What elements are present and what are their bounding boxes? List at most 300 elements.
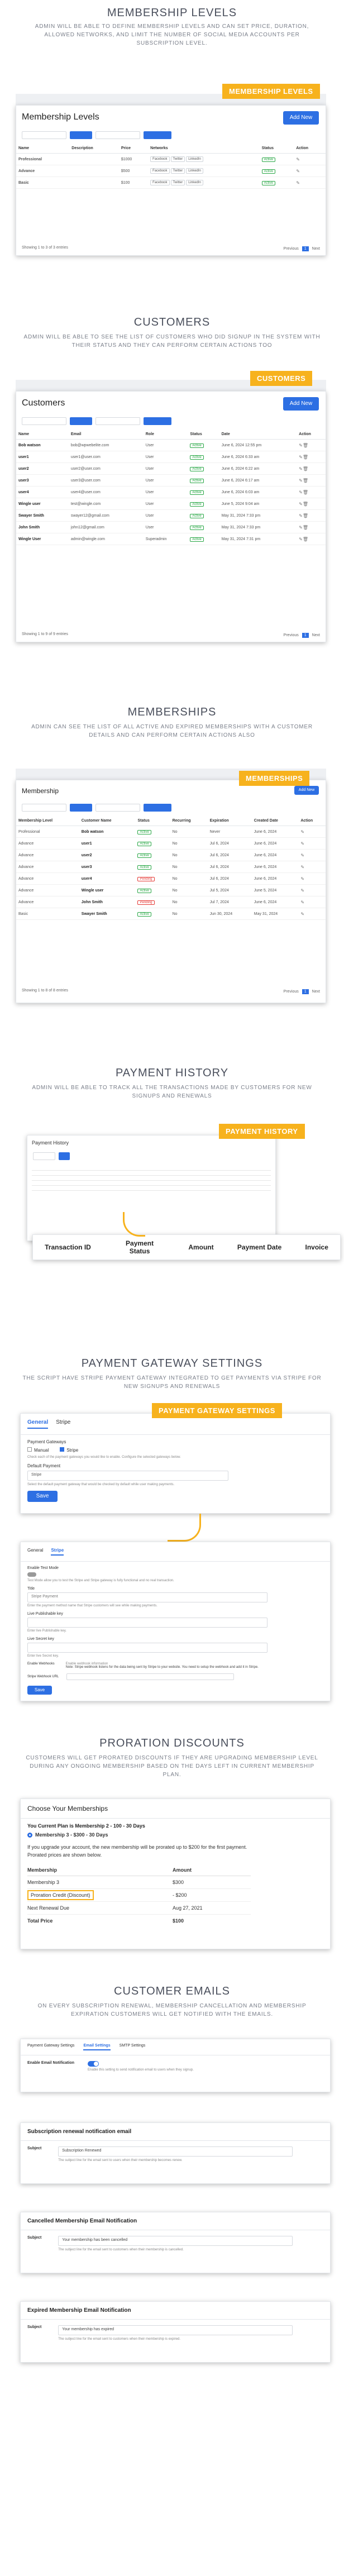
page-number[interactable]: 1 [302,246,309,251]
add-new-button[interactable]: Add New [283,111,319,125]
add-new-button[interactable]: Add New [283,397,319,411]
table-row [16,510,326,522]
payment-history-card [27,1135,276,1241]
secret-key-help: Enter live Secret key. [27,1654,59,1658]
membership-levels-card [16,105,326,256]
action-cell [297,463,326,475]
entries-info: Showing 1 to 3 of 3 entries [22,246,68,250]
col-amount: Amount [173,1867,192,1873]
membership-customer: user1 [79,838,136,850]
customer-name: Wingle User [16,533,69,545]
membership-recurring: No [170,826,208,838]
membership-level: Advance [16,873,79,885]
edit-icon[interactable]: ✎ [299,454,303,460]
status-badge: Active [190,455,203,460]
publishable-key-input[interactable] [27,1618,267,1628]
table-row [16,177,326,189]
edit-icon[interactable]: ✎ [299,442,303,448]
card-title: Payment History [32,1140,69,1146]
edit-icon[interactable]: ✎ [300,841,305,846]
plan-radio[interactable] [27,1833,32,1838]
table-row [16,838,326,850]
proration-row [27,1889,251,1902]
test-mode-label: Enable Test Mode [27,1566,59,1570]
card-title: Membership Levels [22,112,99,122]
membership-created: June 6, 2024 [252,826,299,838]
column-header: Action [297,430,326,440]
payment-rows-placeholder [27,1162,275,1199]
email-tab[interactable]: Email Settings [83,2044,110,2050]
email-tab[interactable]: Payment Gateway Settings [27,2044,75,2048]
total-value: $100 [173,1918,184,1924]
membership-expiration: Jul 5, 2024 [208,885,252,896]
section-desc-proration: CUSTOMERS WILL GET PRORATED DISCOUNTS IF THEY ARE UPGRADING MEMBERSHIP LEVEL DURING ANY ONGOING MEMBERSHIP BASED ON THE DAYS LEFT IN CURRENT MEMBERSHIP PLAN. [26,1755,318,1778]
status-cell [188,522,219,533]
level-price: $500 [119,165,148,177]
delete-icon[interactable]: 🗑 [302,442,308,448]
membership-expiration: Jul 6, 2024 [208,850,252,861]
status-badge: Active [137,842,151,846]
membership-created: June 6, 2024 [252,850,299,861]
action-cell [298,885,326,896]
cancel-help: The subject line for the email sent to customers when their membership is cancelled. [58,2248,184,2251]
section-title-payment-history: PAYMENT HISTORY [115,1067,229,1079]
status-cell [135,908,170,920]
status-cell [188,486,219,498]
secret-key-label: Live Secret key [27,1637,54,1641]
manual-label: Manual [34,1448,49,1453]
renewal-subject-label: Subject [27,2146,42,2150]
column-header: Action [294,144,326,154]
status-badge: Active [262,181,275,185]
prev-button[interactable]: Previous [283,247,299,251]
delete-icon[interactable]: 🗑 [302,513,308,518]
webhook-note: Note: Stripe webhook listens for the data being sent by Stripe to your website. You need to setup the webhook and add it in Stripe. [65,1666,259,1669]
title-input[interactable]: Stripe Payment [27,1592,267,1602]
edit-icon[interactable]: ✎ [296,156,300,162]
customer-date: May 31, 2024 7:33 pm [219,510,297,522]
customer-email: swayer12@gmail.com [69,510,144,522]
edit-icon[interactable]: ✎ [300,911,305,917]
action-cell [297,510,326,522]
publishable-key-help: Enter live Publishable key. [27,1629,66,1633]
payment-column-label: Payment Date [237,1243,282,1251]
table-row [16,533,326,545]
entries-info: Showing 1 to 8 of 8 entries [22,989,68,993]
edit-icon[interactable]: ✎ [300,876,305,881]
apply-button[interactable] [144,131,171,139]
webhook-url-label: Stripe Webhook URL [27,1675,59,1678]
edit-icon[interactable]: ✎ [296,180,300,185]
status-badge: Active [190,490,203,495]
total-label: Total Price [27,1918,53,1924]
membership-customer: Wingle user [79,885,136,896]
action-cell [298,850,326,861]
membership-created: June 6, 2024 [252,838,299,850]
webhook-url-input[interactable] [66,1673,234,1680]
delete-icon[interactable]: 🗑 [302,524,308,530]
tab-general[interactable]: General [27,1419,48,1429]
delete-icon[interactable]: 🗑 [302,536,308,542]
status-badge: Active [137,853,151,858]
table-row [16,498,326,510]
column-header: Expiration [208,816,252,826]
filter-bar [27,1150,275,1162]
delete-icon[interactable]: 🗑 [302,454,308,460]
customer-date: June 6, 2024 6:33 am [219,451,297,463]
membership-customer: Bob watson [79,826,136,838]
network-chip: LinkedIn [186,156,203,162]
current-plan: You Current Plan is Membership 2 - 100 - 30 Days [27,1823,145,1829]
network-chip: LinkedIn [186,168,203,174]
webhook-label: Enable Webhooks [27,1662,55,1666]
action-cell [298,896,326,908]
cancel-subject-input[interactable]: Your membership has been cancelled [58,2236,293,2246]
membership-customer: Swayer Smith [79,908,136,920]
enable-email-help: Enable this setting to send notification email to users when they signup. [88,2068,194,2072]
status-badge: Active [190,467,203,471]
table-row [16,873,326,885]
filter-input[interactable] [22,131,66,139]
cancel-email-card [20,2212,331,2273]
edit-icon[interactable]: ✎ [299,524,303,530]
filter-bar [16,415,326,427]
section-title-proration: PRORATION DISCOUNTS [99,1737,245,1749]
email-tabs [21,2039,330,2055]
table-row [16,486,326,498]
membership-level: Advance [16,885,79,896]
level-name: Professional [16,154,69,165]
customer-role: User [144,475,188,486]
proration-label-cell [27,1902,173,1915]
column-header: Price [119,144,148,154]
filter-input[interactable] [22,804,66,812]
edit-icon[interactable]: ✎ [299,501,303,507]
column-header: Name [16,430,69,440]
status-badge: Active [262,169,275,174]
section-title-customer-emails: CUSTOMER EMAILS [114,1985,230,1997]
status-badge: Active [190,502,203,507]
customers-table [16,430,326,545]
status-badge: Active [190,537,203,542]
section-desc-membership-levels: ADMIN WILL BE ABLE TO DEFINE MEMBERSHIP LEVELS AND CAN SET PRICE, DURATION, ALLOWED NETWORKS, AND LIMIT THE NUMBER OF SOCIAL MEDIA ACCOUNTS PER SUBSCRIPTION LEVEL. [35,23,309,46]
prev-button[interactable]: Previous [283,633,299,637]
customer-role: User [144,522,188,533]
filter-select[interactable] [95,417,140,425]
customer-email: test@wingle.com [69,498,144,510]
action-cell [298,861,326,873]
membership-recurring: No [170,838,208,850]
next-button[interactable]: Next [312,990,320,994]
proration-row [27,1876,251,1889]
column-header: Networks [148,144,259,154]
filter-bar [16,129,326,141]
proration-info: If you upgrade your account, the new membership will be prorated up to $200 for the first payment. Prorated prices are shown below. [27,1844,247,1858]
level-price: $100 [119,177,148,189]
section-title-membership-levels: MEMBERSHIP LEVELS [107,7,237,19]
delete-icon[interactable]: 🗑 [302,466,308,471]
column-header: Customer Name [79,816,136,826]
status-cell [135,873,170,885]
filter-button[interactable] [70,131,92,139]
network-chip: Facebook [150,168,169,174]
customer-email: user2@user.com [69,463,144,475]
customer-role: User [144,451,188,463]
status-cell [135,850,170,861]
expire-title: Expired Membership Email Notification [21,2302,330,2320]
customer-role: User [144,440,188,451]
filter-input[interactable] [33,1152,55,1160]
banner-payment-history: PAYMENT HISTORY [219,1124,305,1139]
membership-level: Professional [16,826,79,838]
prev-button[interactable]: Previous [283,990,299,994]
proration-label: Proration Credit (Discount) [27,1890,94,1900]
column-header: Name [16,144,69,154]
column-header: Role [144,430,188,440]
payment-column-label: Transaction ID [45,1243,91,1251]
test-mode-toggle[interactable] [27,1572,36,1577]
expire-subject-input[interactable]: Your membership has expired [58,2325,293,2335]
gateway-general-card [20,1413,331,1514]
edit-icon[interactable]: ✎ [296,168,300,174]
title-label: Title [27,1587,35,1591]
levels-table [16,144,326,189]
edit-icon[interactable]: ✎ [300,852,305,858]
card-title: Membership [22,787,59,795]
column-header: Recurring [170,816,208,826]
expire-email-card [20,2301,331,2363]
status-cell [260,177,294,189]
status-cell [135,885,170,896]
column-header: Status [260,144,294,154]
customer-role: User [144,486,188,498]
delete-icon[interactable]: 🗑 [302,489,308,495]
action-cell [297,522,326,533]
edit-icon[interactable]: ✎ [299,513,303,518]
status-badge: Pending [137,900,154,905]
membership-created: May 31, 2024 [252,908,299,920]
next-button[interactable]: Next [312,247,320,251]
enable-email-toggle[interactable] [88,2061,99,2067]
membership-customer: user3 [79,861,136,873]
status-badge: Active [137,889,151,893]
membership-expiration: Never [208,826,252,838]
filter-button[interactable] [70,804,92,812]
edit-icon[interactable]: ✎ [300,899,305,905]
table-row [16,475,326,486]
default-label: Default Payment [27,1463,61,1468]
table-row [16,861,326,873]
proration-amount: - $200 [173,1892,187,1898]
column-header: Action [298,816,326,826]
membership-customer: user4 [79,873,136,885]
pagination [284,633,320,637]
column-header: Status [188,430,219,440]
banner-memberships: MEMBERSHIPS [239,771,309,786]
status-cell [260,165,294,177]
status-badge: Active [190,526,203,530]
proration-label: Membership 3 [27,1879,60,1885]
level-networks [148,154,259,165]
status-cell [135,861,170,873]
edit-icon[interactable]: ✎ [300,864,305,870]
add-new-button[interactable]: Add New [294,786,319,795]
tab-stripe[interactable]: Stripe [56,1419,71,1425]
action-cell [298,838,326,850]
email-settings-card [20,2039,331,2092]
customer-email: user4@user.com [69,486,144,498]
filter-select[interactable] [95,804,140,812]
customer-email: user3@user.com [69,475,144,486]
proration-amount: Aug 27, 2021 [173,1905,203,1911]
customer-date: June 6, 2024 6:22 am [219,463,297,475]
renewal-subject-input[interactable]: Subscription Renewed [58,2146,293,2157]
expire-help: The subject line for the email sent to customers when their membership is expired. [58,2338,181,2341]
entries-info: Showing 1 to 9 of 9 entries [22,632,68,636]
membership-created: June 6, 2024 [252,896,299,908]
status-cell [188,440,219,451]
stripe-label: Stripe [66,1448,79,1453]
apply-button[interactable] [144,804,171,812]
level-description [69,154,119,165]
filter-button[interactable] [59,1152,70,1160]
customer-name: user1 [16,451,69,463]
default-help: Select the default payment gateway that would be checked by default while user making payments. [27,1483,175,1486]
customer-role: User [144,463,188,475]
network-chip: Twitter [171,168,185,174]
edit-icon[interactable]: ✎ [299,478,303,483]
action-cell [298,908,326,920]
table-row [16,451,326,463]
plan-option: Membership 3 - $300 - 30 Days [35,1832,108,1838]
delete-icon[interactable]: 🗑 [302,501,308,507]
stripe-checkbox[interactable] [60,1447,64,1452]
proration-table [27,1864,251,1927]
customer-date: May 31, 2024 7:31 pm [219,533,297,545]
save-button[interactable]: Save [27,1686,52,1695]
action-cell [298,826,326,838]
level-networks [148,165,259,177]
customer-email: john12@gmail.com [69,522,144,533]
customer-date: June 6, 2024 6:03 am [219,486,297,498]
network-chip: Facebook [150,180,169,185]
payment-column-label: Invoice [305,1243,328,1251]
table-row [16,522,326,533]
membership-expiration: Jul 7, 2024 [208,896,252,908]
default-select[interactable]: Stripe [27,1471,228,1481]
network-chip: LinkedIn [186,180,203,185]
membership-level: Basic [16,908,79,920]
customer-email: admin@wingle.com [69,533,144,545]
next-button[interactable]: Next [312,633,320,637]
section-desc-customers: ADMIN WILL BE ABLE TO SEE THE LIST OF CUSTOMERS WHO DID SIGNUP IN THE SYSTEM WITH THEIR STATUS AND THEY CAN PERFORM CERTAIN ACTIONS TOO [23,334,321,349]
save-button[interactable]: Save [27,1491,58,1502]
apply-button[interactable] [144,417,171,425]
membership-expiration: Jul 6, 2024 [208,838,252,850]
filter-input[interactable] [22,417,66,425]
manual-checkbox[interactable] [27,1447,32,1452]
status-badge: Pending [137,877,154,881]
delete-icon[interactable]: 🗑 [302,478,308,483]
publishable-key-label: Live Publishable key [27,1612,63,1616]
membership-recurring: No [170,896,208,908]
level-name: Advance [16,165,69,177]
gateway-help: Check each of the payment gateways you would like to enable. Configure the selected gateways below. [27,1456,181,1459]
action-cell [298,873,326,885]
customer-date: June 6, 2024 12:55 pm [219,440,297,451]
membership-expiration: Jul 6, 2024 [208,861,252,873]
tab-general[interactable]: General [27,1548,44,1553]
status-cell [135,896,170,908]
network-chip: Twitter [171,156,185,162]
column-header: Email [69,430,144,440]
level-description [69,165,119,177]
edit-icon[interactable]: ✎ [299,466,303,471]
tab-stripe[interactable]: Stripe [51,1548,64,1556]
email-tab[interactable]: SMTP Settings [119,2044,146,2048]
gateway-stripe-card [20,1542,331,1701]
status-cell [260,154,294,165]
proration-label-cell [27,1889,173,1902]
page-number[interactable]: 1 [302,989,309,994]
customer-name: John Smith [16,522,69,533]
customer-name: Wingle user [16,498,69,510]
cancel-title: Cancelled Membership Email Notification [21,2212,330,2230]
membership-created: June 5, 2024 [252,885,299,896]
edit-icon[interactable]: ✎ [300,888,305,893]
gateway-label: Payment Gateways [27,1439,66,1444]
enable-email-label: Enable Email Notification [27,2061,75,2065]
renewal-email-card [20,2122,331,2184]
section-desc-customer-emails: ON EVERY SUBSCRIPTION RENEWAL, MEMBERSHIP CANCELLATION AND MEMBERSHIP EXPIRATION CUSTOMERS WILL GET NOTIFIED WITH THE EMAILS. [37,2003,307,2017]
test-mode-help: Test Mode allow you to test the Stripe and Stripe gateway is fully functional and no real transaction. [27,1579,174,1582]
table-row [16,165,326,177]
status-cell [188,533,219,545]
edit-icon[interactable]: ✎ [300,829,305,834]
filter-select[interactable] [95,131,140,139]
membership-recurring: No [170,885,208,896]
secret-key-input[interactable] [27,1643,267,1653]
proration-amount: $300 [173,1879,184,1885]
action-cell [294,165,326,177]
payment-column-label: Amount [188,1243,214,1251]
network-chip: Facebook [150,156,169,162]
edit-icon[interactable]: ✎ [299,489,303,495]
status-badge: Active [190,479,203,483]
status-badge: Active [190,443,203,448]
payment-column-label: Payment Status [126,1239,154,1255]
edit-icon[interactable]: ✎ [299,536,303,542]
page-number[interactable]: 1 [302,633,309,638]
callout-arrow [168,1514,201,1542]
action-cell [297,486,326,498]
membership-created: June 6, 2024 [252,861,299,873]
table-row [16,826,326,838]
customer-name: user4 [16,486,69,498]
status-cell [188,498,219,510]
section-desc-payment-history: ADMIN WILL BE ABLE TO TRACK ALL THE TRANSACTIONS MADE BY CUSTOMERS FOR NEW SIGNUPS AND RENEWALS [32,1085,312,1099]
column-header: Description [69,144,119,154]
customer-name: Swayer Smith [16,510,69,522]
membership-recurring: No [170,908,208,920]
action-cell [297,498,326,510]
action-cell [297,440,326,451]
customer-email: user1@user.com [69,451,144,463]
customer-date: June 6, 2024 6:17 am [219,475,297,486]
cancel-subject-label: Subject [27,2236,42,2240]
filter-button[interactable] [70,417,92,425]
section-title-payment-gateway: PAYMENT GATEWAY SETTINGS [81,1357,263,1370]
